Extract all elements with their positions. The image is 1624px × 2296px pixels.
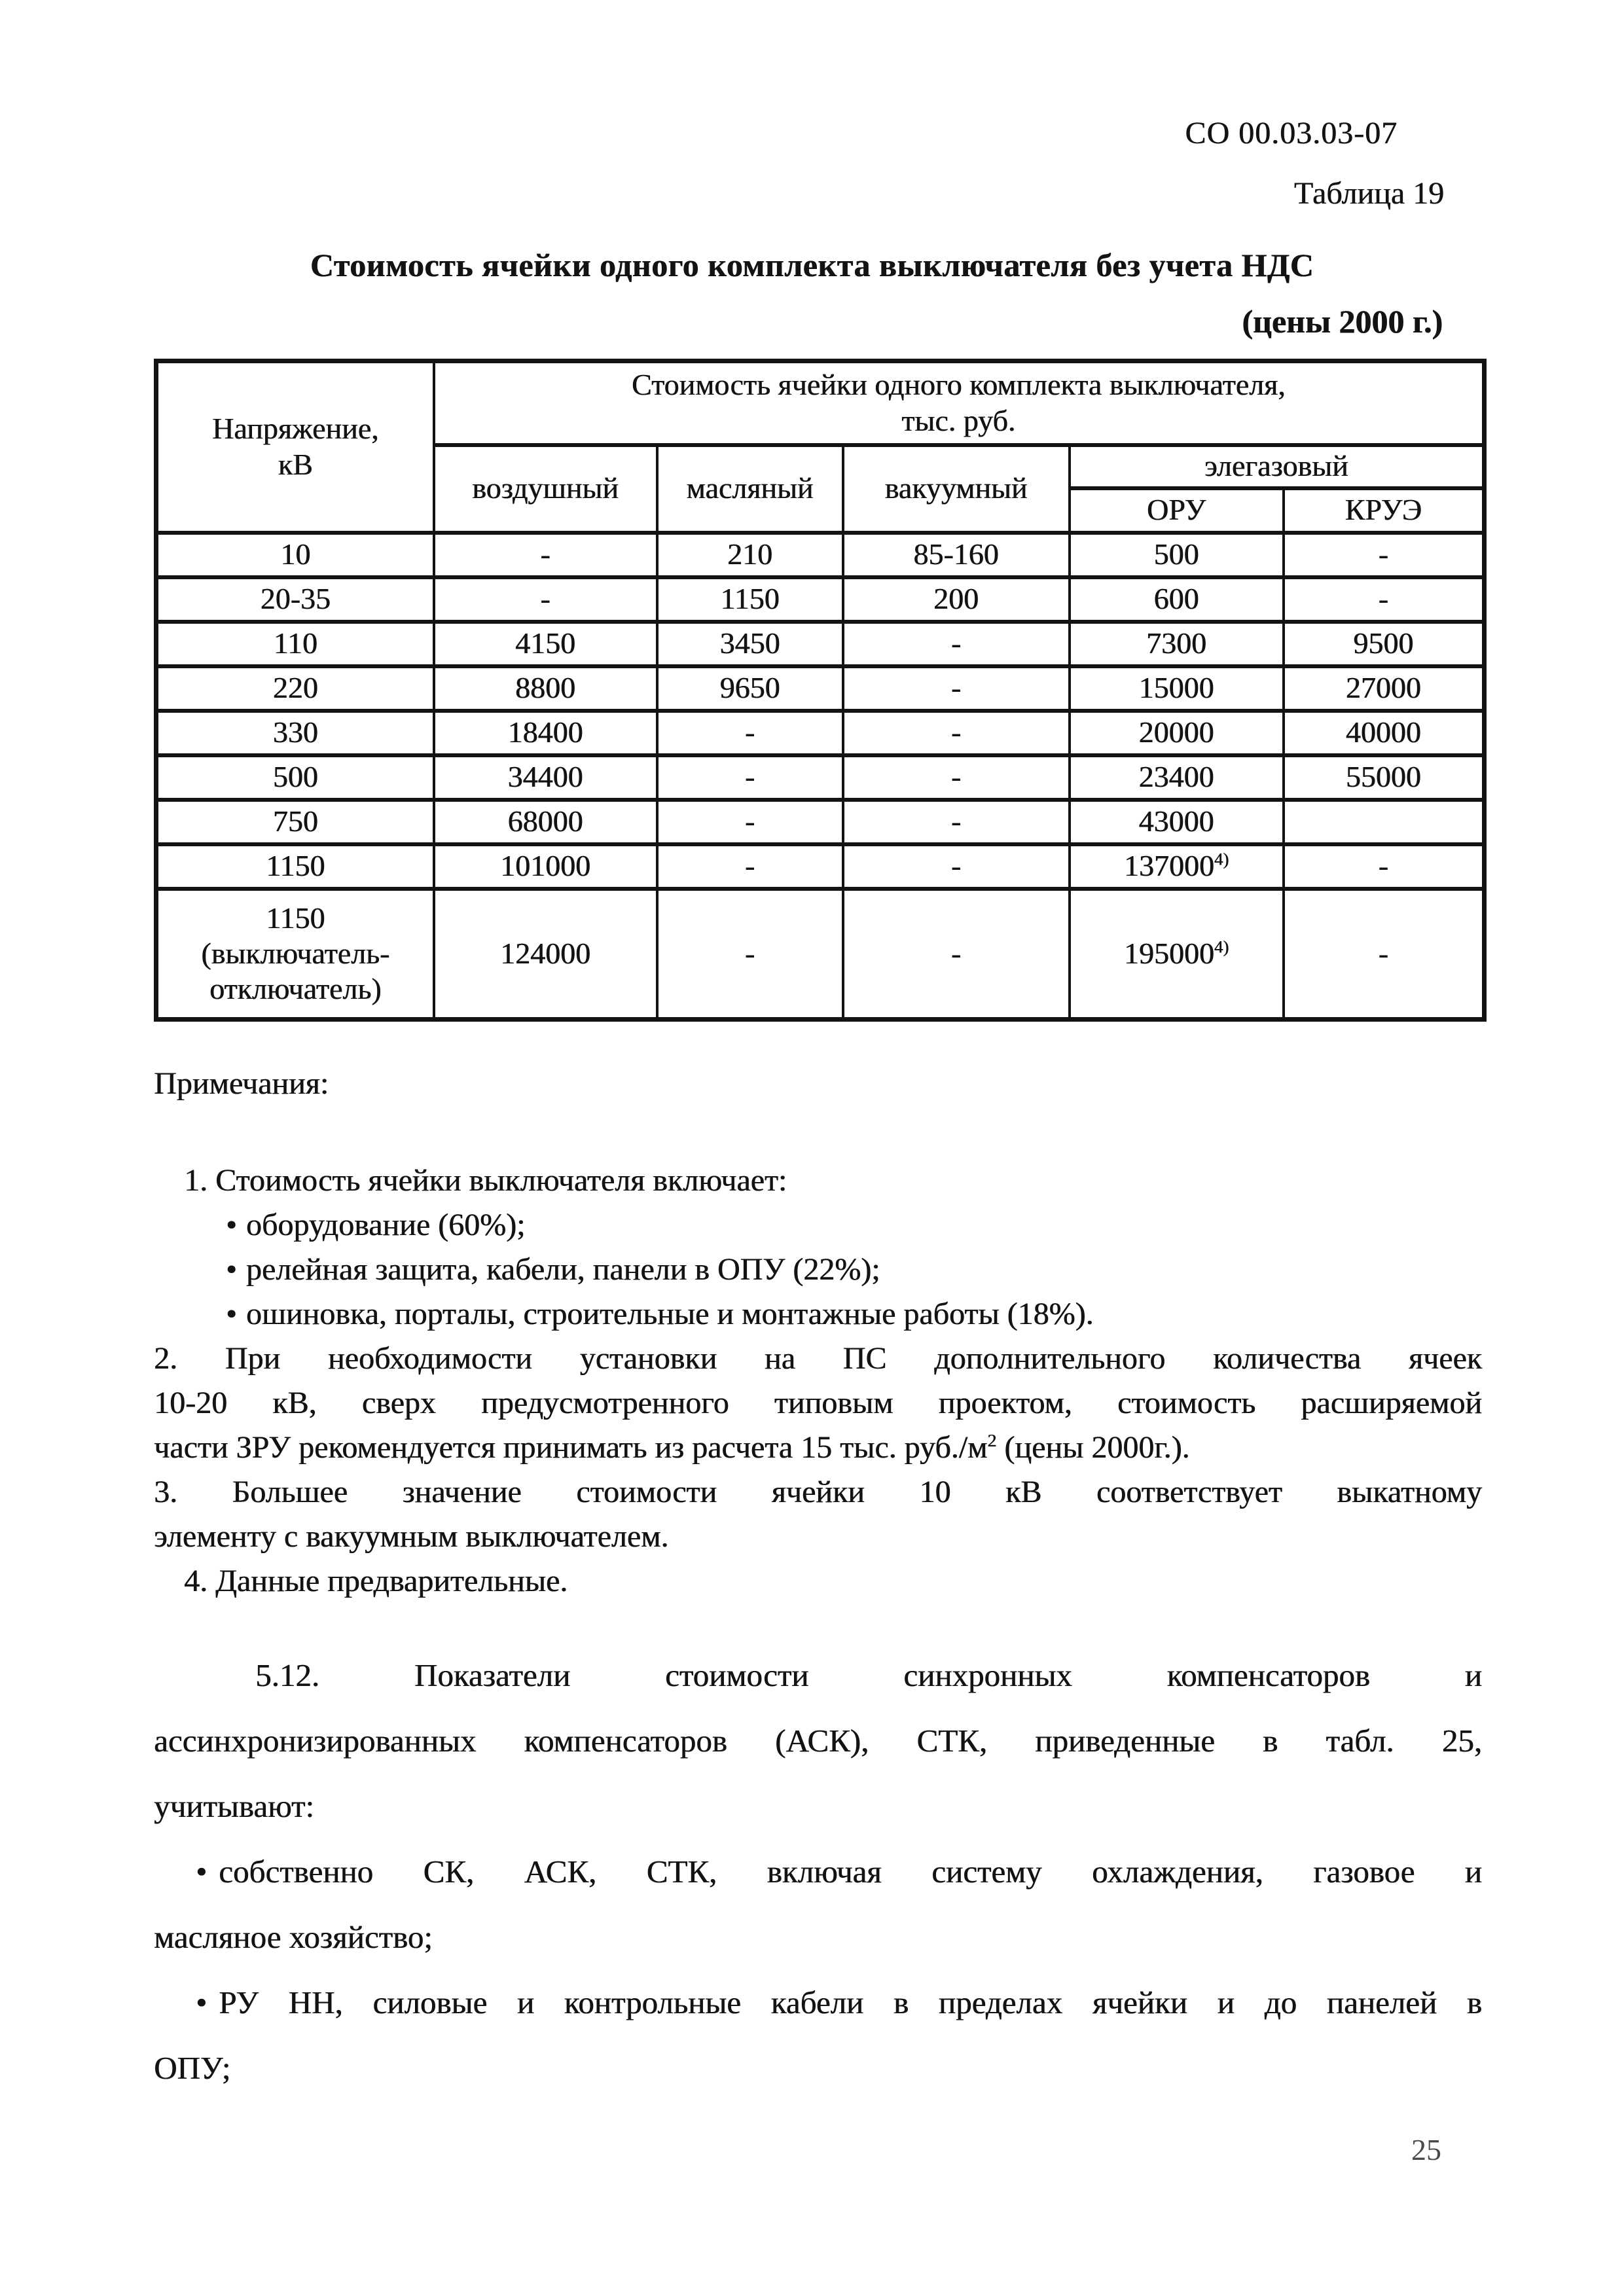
header-voltage-line2: кВ (278, 447, 313, 481)
cell-oil: - (657, 889, 843, 1020)
note-item-2-line-1: 2. При необходимости установки на ПС дополнительного количества ячеек (154, 1341, 1482, 1376)
cell-krue: - (1284, 577, 1485, 622)
cost-table (154, 359, 1487, 1022)
cell-voltage-line3: отключатель) (209, 972, 382, 1006)
note-item-2-line-3-post: (цены 2000г.). (996, 1430, 1190, 1465)
cell-voltage: 10 (156, 533, 434, 577)
note-bullet-1-text: оборудование (60%); (245, 1208, 526, 1242)
header-oil: масляный (657, 445, 843, 533)
cell-oru: 600 (1070, 577, 1284, 622)
cell-air: - (434, 533, 657, 577)
section-bullet-1-line-1 (154, 1839, 1482, 1905)
table-row (156, 755, 1485, 800)
cell-oru: 7300 (1070, 622, 1284, 666)
cell-voltage-line1: 1150 (266, 901, 325, 935)
cell-air: 124000 (434, 889, 657, 1020)
note-item-2-line-2: 10-20 кВ, сверх предусмотренного типовым проектом, стоимость расширяемой (154, 1386, 1482, 1420)
cell-krue: 40000 (1284, 711, 1485, 755)
cell-vacuum: 85-160 (843, 533, 1070, 577)
note-item-4: 4. Данные предварительные. (184, 1564, 568, 1598)
cell-vacuum: 200 (843, 577, 1070, 622)
cell-air: 101000 (434, 844, 657, 889)
bullet-icon: • (226, 1208, 237, 1242)
cell-vacuum: - (843, 844, 1070, 889)
cell-oru: 15000 (1070, 666, 1284, 711)
bullet-icon: • (196, 1984, 208, 2020)
cell-air: 34400 (434, 755, 657, 800)
cell-krue (1284, 800, 1485, 844)
note-item-2-line-3 (154, 1426, 1482, 1470)
cell-air: 4150 (434, 622, 657, 666)
cell-air: 8800 (434, 666, 657, 711)
cell-air: 68000 (434, 800, 657, 844)
cell-oru: 500 (1070, 533, 1284, 577)
cell-air: - (434, 577, 657, 622)
header-voltage (156, 361, 434, 533)
cell-voltage: 500 (156, 755, 434, 800)
bullet-icon: • (226, 1252, 237, 1287)
cell-voltage: 20-35 (156, 577, 434, 622)
cell-krue: 9500 (1284, 622, 1485, 666)
cell-krue: - (1284, 844, 1485, 889)
cell-vacuum: - (843, 622, 1070, 666)
cell-voltage: 750 (156, 800, 434, 844)
notes-and-section (154, 1062, 1482, 2101)
table-row (156, 711, 1485, 755)
cell-voltage (156, 889, 434, 1020)
cell-voltage: 1150 (156, 844, 434, 889)
cell-oru-value: 137000 (1123, 849, 1214, 883)
cell-oru: 43000 (1070, 800, 1284, 844)
section-5-12 (154, 1643, 1482, 2101)
header-air: воздушный (434, 445, 657, 533)
note-bullet-3-text: ошиновка, порталы, строительные и монтажные работы (18%). (245, 1297, 1094, 1331)
cell-vacuum: - (843, 711, 1070, 755)
cell-oil: 9650 (657, 666, 843, 711)
cell-oru (1070, 844, 1284, 889)
table-row (156, 622, 1485, 666)
header-cost-group-line2: тыс. руб. (901, 403, 1016, 437)
section-5-12-line-3: учитывают: (154, 1788, 314, 1824)
table-number-label: Таблица 19 (1293, 176, 1444, 211)
superscript-2: 2 (987, 1431, 997, 1451)
section-bullet-1-text: собственно СК, АСК, СТК, включая систему охлаждения, газовое и (219, 1854, 1482, 1890)
header-krue: КРУЭ (1284, 488, 1485, 533)
cell-air: 18400 (434, 711, 657, 755)
footnote-ref: 4) (1214, 850, 1229, 870)
note-bullet-2-text: релейная защита, кабели, панели в ОПУ (22%); (245, 1252, 880, 1287)
cell-voltage-line2: (выключатель- (201, 937, 390, 971)
header-oru: ОРУ (1070, 488, 1284, 533)
cell-oru (1070, 889, 1284, 1020)
cell-vacuum: - (843, 800, 1070, 844)
cell-oil: - (657, 711, 843, 755)
header-cost-group-line1: Стоимость ячейки одного комплекта выключателя, (631, 368, 1286, 402)
note-item-3-line-2: элементу с вакуумным выключателем. (154, 1519, 669, 1554)
note-bullet-3 (154, 1292, 1482, 1336)
bullet-icon: • (226, 1297, 237, 1331)
cell-krue: 55000 (1284, 755, 1485, 800)
cell-voltage: 110 (156, 622, 434, 666)
cell-oil: 1150 (657, 577, 843, 622)
cell-oil: - (657, 755, 843, 800)
price-year-note: (цены 2000 г.) (1242, 303, 1443, 340)
cell-oil: - (657, 844, 843, 889)
note-item-1: 1. Стоимость ячейки выключателя включает: (184, 1163, 787, 1198)
cell-krue: - (1284, 533, 1485, 577)
cell-oil: 3450 (657, 622, 843, 666)
cell-voltage: 330 (156, 711, 434, 755)
header-voltage-line1: Напряжение, (211, 412, 379, 446)
bullet-icon: • (196, 1854, 208, 1890)
header-vacuum: вакуумный (843, 445, 1070, 533)
cell-oil: 210 (657, 533, 843, 577)
section-bullet-2-line-1 (154, 1970, 1482, 2036)
table-row (156, 889, 1485, 1020)
table-row (156, 533, 1485, 577)
table-row (156, 800, 1485, 844)
note-item-3-line-1: 3. Большее значение стоимости ячейки 10 кВ соответствует выкатному (154, 1475, 1482, 1509)
note-bullet-2 (154, 1247, 1482, 1292)
page-number: 25 (1411, 2133, 1441, 2166)
header-cost-group (434, 361, 1485, 445)
cell-krue: 27000 (1284, 666, 1485, 711)
table-row (156, 577, 1485, 622)
cell-krue: - (1284, 889, 1485, 1020)
table-title: Стоимость ячейки одного комплекта выключателя без учета НДС (310, 247, 1314, 283)
section-5-12-line-2: ассинхронизированных компенсаторов (АСК), СТК, приведенные в табл. 25, (154, 1723, 1482, 1759)
document-code: СО 00.03.03-07 (1185, 116, 1398, 151)
cell-oru: 23400 (1070, 755, 1284, 800)
cell-vacuum: - (843, 755, 1070, 800)
notes-title: Примечания: (154, 1066, 329, 1101)
cell-voltage: 220 (156, 666, 434, 711)
section-bullet-2-line-2: ОПУ; (154, 2050, 231, 2086)
section-bullet-2-text: РУ НН, силовые и контрольные кабели в пределах ячейки и до панелей в (219, 1984, 1482, 2020)
cell-vacuum: - (843, 666, 1070, 711)
cell-oru-value: 195000 (1123, 937, 1214, 971)
footnote-ref: 4) (1214, 937, 1229, 957)
section-bullet-1-line-2: масляное хозяйство; (154, 1919, 433, 1955)
note-item-2-line-3-pre: части ЗРУ рекомендуется принимать из расчета 15 тыс. руб./м (154, 1430, 988, 1465)
table-row (156, 844, 1485, 889)
cell-oil: - (657, 800, 843, 844)
header-gas: элегазовый (1070, 445, 1485, 488)
section-5-12-line-1: 5.12. Показатели стоимости синхронных компенсаторов и (255, 1657, 1482, 1693)
table-header-row-1 (156, 361, 1485, 445)
cell-oru: 20000 (1070, 711, 1284, 755)
cell-vacuum: - (843, 889, 1070, 1020)
note-bullet-1 (154, 1203, 1482, 1247)
table-row (156, 666, 1485, 711)
